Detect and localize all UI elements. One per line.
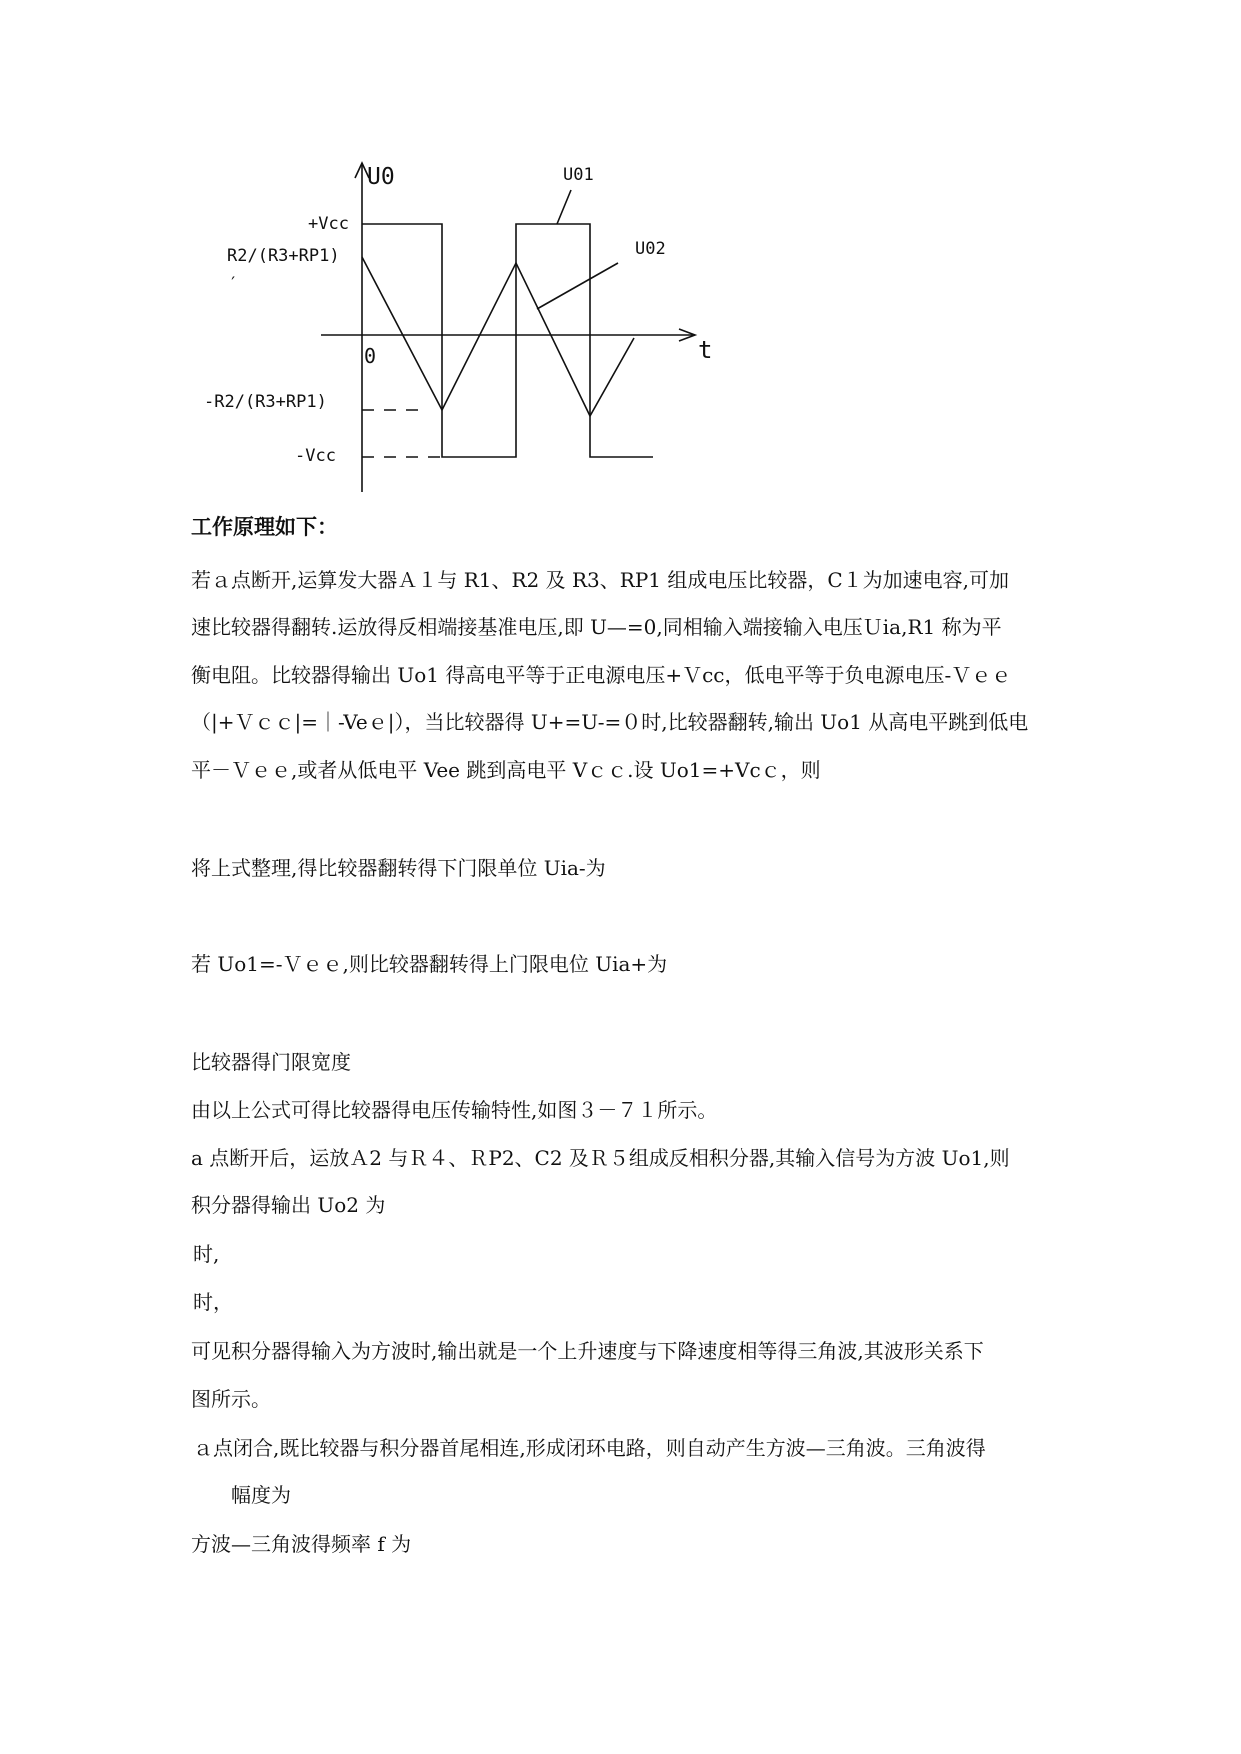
uo1-leader-line <box>557 190 571 224</box>
uo2-label: U02 <box>635 239 666 259</box>
body-line: a 点断开后，运放Ａ2 与Ｒ４、ＲP2、C2 及Ｒ５组成反相积分器,其输入信号为方波 Uo1,则 <box>191 1146 1010 1170</box>
pos-threshold-label: R2/(R3+RP1) <box>227 246 340 266</box>
uo2-triangle-wave <box>362 257 634 416</box>
body-line: 速比较器得翻转.运放得反相端接基准电压,即 U—=0,同相输入端接输入电压Ｕia,R1 称为平 <box>191 615 1002 639</box>
body-line: 积分器得输出 Uo2 为 <box>191 1193 386 1217</box>
body-line: 图所示。 <box>191 1387 271 1411</box>
body-line: 平－Ｖｅｅ,或者从低电平 Vee 跳到高电平 Vｃｃ.设 Uo1=+Vcｃ，则 <box>191 758 821 782</box>
body-line: 比较器得门限宽度 <box>191 1050 351 1074</box>
neg-threshold-label: -R2/(R3+RP1) <box>204 392 327 412</box>
body-line: 将上式整理,得比较器翻转得下门限单位 Uia-为 <box>191 856 606 880</box>
waveform-diagram <box>0 0 1241 520</box>
pos-vcc-label: +Vcc <box>308 214 349 234</box>
origin-label: 0 <box>364 344 377 368</box>
body-line: 可见积分器得输入为方波时,输出就是一个上升速度与下降速度相等得三角波,其波形关系下 <box>191 1339 984 1363</box>
body-line: 若 Uo1=-Ｖｅｅ,则比较器翻转得上门限电位 Uia+为 <box>191 952 668 976</box>
body-line: 时， <box>193 1290 233 1314</box>
body-line: 时, <box>193 1242 220 1266</box>
pos-threshold-mark: ′ <box>228 274 239 294</box>
y-axis-label: U0 <box>367 164 395 190</box>
body-line: 若ａ点断开,运算发大器Ａ１与 R1、R2 及 R3、RP1 组成电压比较器，C１为加速电容,可加 <box>191 568 1010 592</box>
body-line: 幅度为 <box>231 1483 291 1507</box>
neg-vcc-label: -Vcc <box>295 446 336 466</box>
uo1-label: U01 <box>563 165 594 185</box>
body-line: 由以上公式可得比较器得电压传输特性,如图３－７１所示。 <box>191 1098 718 1122</box>
x-axis-label: t <box>698 336 713 364</box>
uo2-leader-line <box>537 263 618 309</box>
section-heading: 工作原理如下： <box>191 515 338 539</box>
body-line: 衡电阻。比较器得输出 Uo1 得高电平等于正电源电压+Ｖcc，低电平等于负电源电压-Ｖｅｅ <box>191 663 1012 687</box>
body-line: （|+Ｖｃｃ|=｜-Veｅ|），当比较器得 U+=U-=０时,比较器翻转,输出 Uo1 从高电平跳到低电 <box>191 710 1029 734</box>
body-line: ａ点闭合,既比较器与积分器首尾相连,形成闭环电路，则自动产生方波—三角波。三角波得 <box>193 1436 986 1460</box>
body-line: 方波—三角波得频率 f 为 <box>191 1532 412 1556</box>
